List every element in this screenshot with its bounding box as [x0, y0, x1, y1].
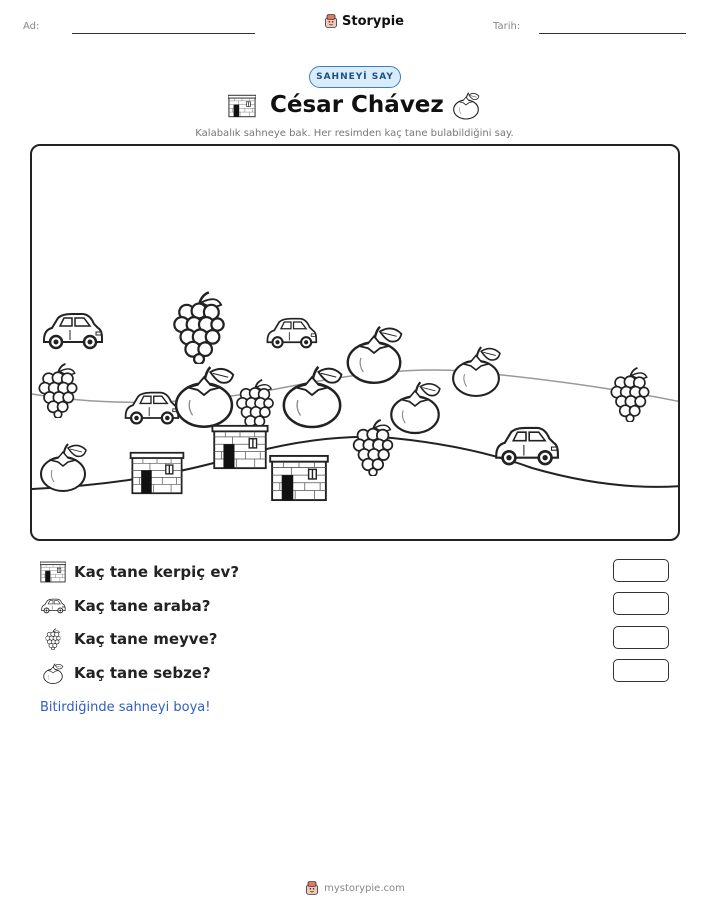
- question-row: [40, 661, 211, 685]
- counting-scene[interactable]: [30, 144, 680, 541]
- answer-box-fruits[interactable]: [613, 626, 669, 649]
- question-text: Kaç tane meyve?: [74, 630, 218, 648]
- date-label: Tarih:: [493, 21, 521, 32]
- grapes-icon: [39, 364, 76, 418]
- grapes-icon: [174, 292, 223, 364]
- adobe-house-icon: [212, 426, 267, 468]
- brand-logo: [323, 13, 404, 29]
- grapes-icon: [40, 628, 66, 650]
- instructions: Kalabalık sahneye bak. Her resimden kaç tane bulabildiğini say.: [195, 128, 514, 139]
- tomato-icon: [391, 382, 440, 433]
- activity-badge: SAHNEYİ SAY: [309, 66, 401, 88]
- answer-box-houses[interactable]: [613, 559, 669, 582]
- storypie-mascot-icon: [323, 13, 339, 29]
- grapes-icon: [611, 368, 648, 422]
- page-title: César Chávez: [270, 92, 444, 118]
- scene-illustration: [32, 146, 680, 541]
- car-icon: [267, 319, 316, 348]
- adobe-house-icon: [270, 456, 328, 500]
- footer: [0, 880, 709, 896]
- adobe-house-icon: [40, 561, 66, 583]
- tomato-icon: [348, 327, 402, 383]
- question-row: [40, 627, 217, 651]
- grapes-icon: [354, 420, 393, 476]
- brand-name: Storypie: [342, 13, 404, 29]
- tomato-icon: [40, 662, 66, 684]
- footer-url[interactable]: mystorypie.com: [324, 882, 405, 894]
- storypie-mascot-icon: [304, 880, 320, 896]
- tomato-icon: [284, 367, 342, 427]
- tomato-icon: [453, 347, 500, 396]
- car-icon: [44, 314, 102, 348]
- tomato-icon: [176, 367, 233, 427]
- name-label: Ad:: [23, 21, 40, 32]
- adobe-house-icon: [228, 94, 256, 118]
- name-field[interactable]: [72, 33, 255, 34]
- adobe-house-icon: [131, 453, 184, 493]
- coloring-note: Bitirdiğinde sahneyi boya!: [40, 700, 211, 715]
- car-icon: [496, 428, 558, 464]
- answer-box-vegetables[interactable]: [613, 659, 669, 682]
- question-text: Kaç tane kerpiç ev?: [74, 563, 240, 581]
- question-row: [40, 594, 210, 618]
- tomato-icon: [41, 444, 86, 491]
- question-row: [40, 560, 239, 584]
- grapes-icon: [237, 380, 273, 432]
- question-text: Kaç tane araba?: [74, 597, 211, 615]
- car-icon: [40, 595, 66, 617]
- tomato-icon: [452, 90, 480, 120]
- answer-box-cars[interactable]: [613, 592, 669, 615]
- car-icon: [126, 393, 179, 424]
- date-field[interactable]: [539, 33, 686, 34]
- question-text: Kaç tane sebze?: [74, 664, 211, 682]
